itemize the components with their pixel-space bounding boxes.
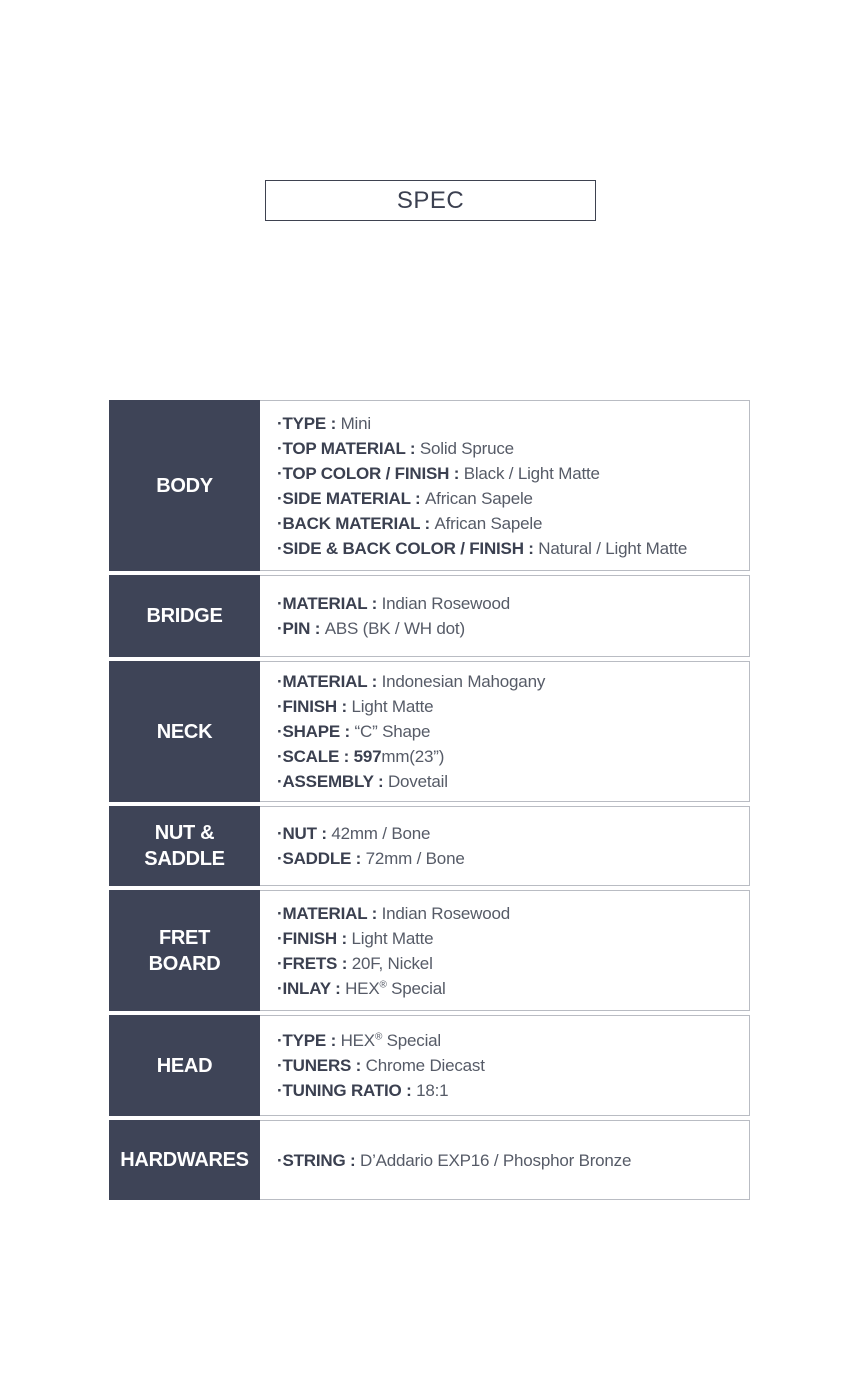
spec-value: Black / Light Matte [463, 463, 600, 483]
row-content [260, 575, 750, 657]
spec-value-suffix: Special [382, 1031, 441, 1050]
spec-item [277, 744, 749, 769]
spec-value: 72mm / Bone [365, 849, 465, 868]
spec-key: ·MATERIAL : [277, 672, 382, 691]
spec-key: ·SCALE : 597 [277, 747, 382, 766]
row-content [260, 400, 750, 571]
row-content [260, 1015, 750, 1116]
row-label-line: BOARD [148, 952, 221, 975]
spec-item [277, 1078, 749, 1103]
spec-value: African Sapele [434, 513, 543, 533]
spec-value: African Sapele [425, 488, 533, 508]
spec-item [277, 1148, 749, 1173]
spec-value: Light Matte [351, 928, 434, 948]
spec-key: ·TUNERS : [277, 1056, 366, 1075]
spec-item [277, 436, 749, 461]
spec-value: 20F, Nickel [351, 953, 433, 973]
spec-item [277, 669, 749, 694]
spec-key: ·SIDE & BACK COLOR / FINISH : [277, 538, 539, 558]
spec-value: Indian Rosewood [381, 594, 510, 613]
spec-key: ·NUT : [277, 824, 332, 843]
row-label-line: NUT & [154, 822, 215, 844]
spec-value: Mini [340, 413, 371, 433]
spec-item [277, 976, 749, 1001]
spec-key: ·STRING : [277, 1150, 360, 1170]
row-label: HEAD [109, 1015, 260, 1116]
spec-item [277, 821, 749, 846]
row-label: BRIDGE [109, 575, 260, 657]
spec-key: ·SADDLE : [277, 849, 366, 868]
spec-value: Indian Rosewood [381, 903, 510, 923]
spec-value: 18:1 [416, 1081, 449, 1100]
spec-table [109, 400, 750, 1204]
spec-key: ·FINISH : [277, 697, 352, 716]
spec-row-neck [109, 661, 750, 802]
spec-value: HEX [345, 978, 380, 998]
spec-value: Light Matte [351, 697, 434, 716]
spec-value: HEX [340, 1031, 375, 1050]
spec-key: ·INLAY : [277, 978, 346, 998]
spec-item [277, 536, 749, 561]
spec-value: “C” Shape [354, 722, 431, 741]
row-label-line: SADDLE [144, 848, 225, 870]
spec-value-suffix: Special [386, 978, 446, 998]
spec-item [277, 486, 749, 511]
spec-row-head [109, 1015, 750, 1116]
spec-row-hardwares [109, 1120, 750, 1200]
row-label-line: FRET [158, 926, 211, 949]
spec-item [277, 769, 749, 794]
spec-item [277, 511, 749, 536]
spec-item [277, 1028, 749, 1053]
spec-row-nut-saddle [109, 806, 750, 886]
spec-item [277, 616, 749, 641]
registered-mark: ® [379, 978, 387, 990]
spec-value: Chrome Diecast [365, 1056, 485, 1075]
spec-row-body [109, 400, 750, 571]
row-content [260, 1120, 750, 1200]
spec-row-fret-board [109, 890, 750, 1011]
spec-key: ·TOP MATERIAL : [277, 438, 420, 458]
spec-item [277, 951, 749, 976]
spec-item [277, 846, 749, 871]
row-label: HARDWARES [109, 1120, 260, 1200]
row-label: NECK [109, 661, 260, 802]
spec-key: ·TYPE : [277, 413, 341, 433]
spec-key: ·PIN : [277, 619, 325, 638]
spec-value: mm(23”) [381, 747, 445, 766]
spec-value: D’Addario EXP16 / Phosphor Bronze [360, 1150, 632, 1170]
spec-key: ·ASSEMBLY : [277, 772, 388, 791]
spec-value: ABS (BK / WH dot) [324, 619, 465, 638]
spec-key: ·TYPE : [277, 1031, 341, 1050]
spec-value: Dovetail [387, 772, 448, 791]
row-label [109, 806, 260, 886]
spec-key: ·BACK MATERIAL : [277, 513, 435, 533]
registered-mark: ® [374, 1031, 383, 1043]
spec-value: 42mm / Bone [331, 824, 431, 843]
spec-value: Natural / Light Matte [538, 538, 688, 558]
spec-title: SPEC [265, 180, 596, 221]
spec-key: ·FINISH : [277, 928, 352, 948]
spec-key: ·TUNING RATIO : [277, 1081, 417, 1100]
row-content [260, 890, 750, 1011]
spec-item [277, 694, 749, 719]
spec-item [277, 901, 749, 926]
spec-item [277, 926, 749, 951]
row-content [260, 661, 750, 802]
spec-key: ·MATERIAL : [277, 903, 382, 923]
spec-item [277, 461, 749, 486]
spec-key: ·FRETS : [277, 953, 352, 973]
spec-key: ·SIDE MATERIAL : [277, 488, 426, 508]
row-label: BODY [109, 400, 260, 571]
row-content [260, 806, 750, 886]
row-label [109, 890, 260, 1011]
spec-item [277, 719, 749, 744]
spec-row-bridge [109, 575, 750, 657]
spec-key: ·TOP COLOR / FINISH : [277, 463, 464, 483]
spec-value: Indonesian Mahogany [381, 672, 546, 691]
spec-key: ·MATERIAL : [277, 594, 382, 613]
spec-item [277, 411, 749, 436]
spec-item [277, 1053, 749, 1078]
spec-value: Solid Spruce [419, 438, 514, 458]
spec-key: ·SHAPE : [277, 722, 355, 741]
spec-item [277, 591, 749, 616]
